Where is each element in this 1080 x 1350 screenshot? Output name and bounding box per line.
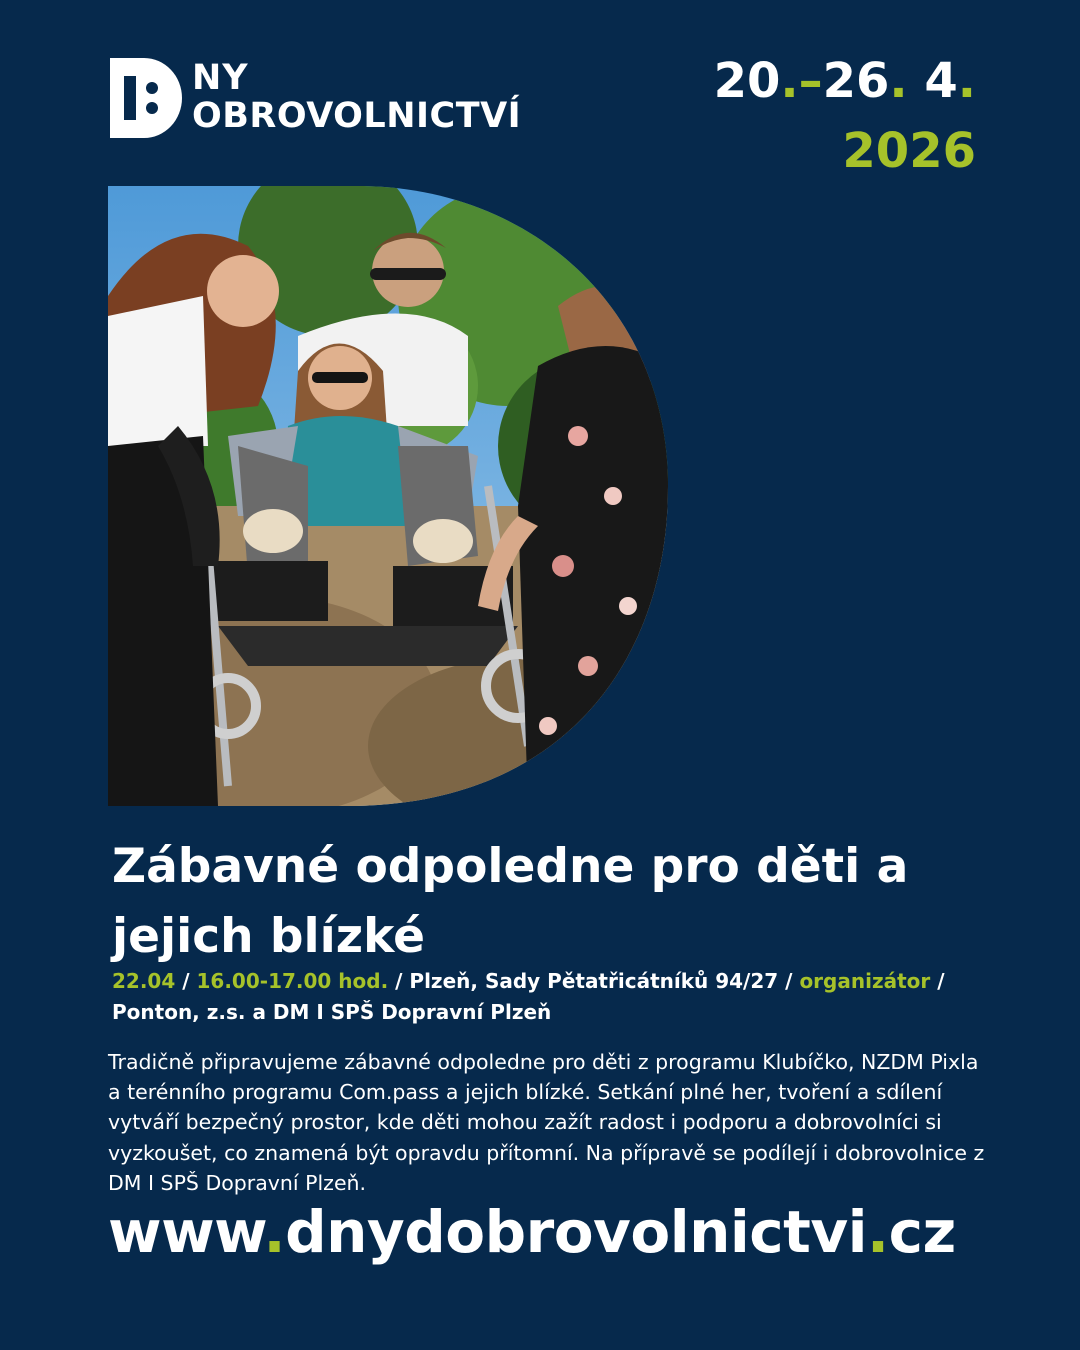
website-url[interactable]: www.dnydobrovolnictvi.cz bbox=[108, 1198, 956, 1266]
logo-text-bottom: OBROVOLNICTVÍ bbox=[192, 96, 522, 136]
event-title: Zábavné odpoledne pro děti a jejich blízké bbox=[112, 839, 909, 964]
logo-text-top: NY bbox=[192, 58, 249, 98]
logo bbox=[110, 58, 580, 140]
event-time: 16.00-17.00 hod. bbox=[196, 969, 389, 993]
logo-d-mark bbox=[110, 58, 186, 138]
event-organizer: Ponton, z.s. a DM I SPŠ Dopravní Plzeň bbox=[112, 1000, 552, 1024]
date-range: 20.–26. 4. bbox=[713, 53, 976, 109]
event-place: Plzeň, Sady Pětatřicátníků 94/27 bbox=[409, 969, 779, 993]
event-date: 22.04 bbox=[112, 969, 176, 993]
photo-volunteers-wheelchair bbox=[108, 186, 668, 806]
event-description: Tradičně připravujeme zábavné odpoledne pro děti z programu Klubíčko, NZDM Pixla a terénního programu Com.pass a jejich blízké. Setkání plné her, tvoření a sdílení vytváří bezpečný prostor, kde děti mohou zažít radost i podporu a dobrovolníci si vyzkoušet, co znamená být opravdu přítomní. Na přípravě se podílejí i dobrovolnice z DM I SPŠ Dopravní Plzeň. bbox=[108, 1050, 985, 1195]
organizer-label: organizátor bbox=[799, 969, 931, 993]
event-meta: 22.04 / 16.00-17.00 hod. / Plzeň, Sady Pětatřicátníků 94/27 / organizátor / Ponton, z.s. a DM I SPŠ Dopravní Plzeň bbox=[112, 969, 945, 1024]
event-dates bbox=[714, 52, 976, 180]
date-year: 2026 bbox=[842, 123, 976, 179]
